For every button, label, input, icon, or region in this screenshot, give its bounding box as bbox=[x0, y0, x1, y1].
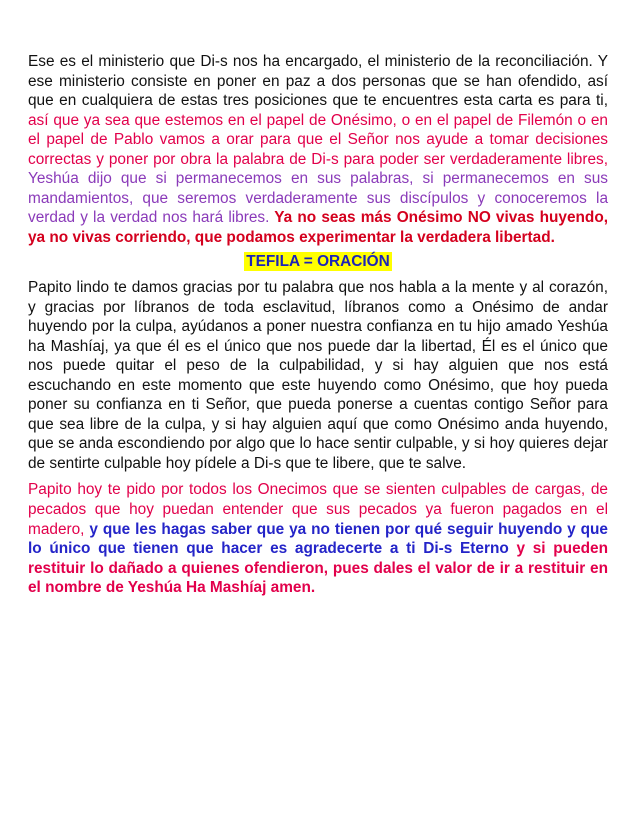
paragraph1-sentence3: Yeshúa dijo que si permanecemos en sus palabras, si permanecemos en sus mandamientos, que seremos verdaderamente sus discípulos y conoceremos la verdad y la verdad nos hará libres. bbox=[28, 170, 608, 227]
paragraph3-sentence1: Papito hoy te pido por todos los Onecimos que se sienten culpables de cargas, de pecados que hoy puedan entender que sus pecados ya fueron pagados en el madero, bbox=[28, 481, 608, 538]
paragraph3-sentence3: y si pueden restituir lo dañado a quienes ofendieron, pues dales el valor de ir a restituir en el nombre de Yeshúa Ha Mashíaj amen. bbox=[28, 540, 609, 597]
paragraph1-sentence2: así que ya sea que estemos en el papel de Onésimo, o en el papel de Filemón o en el papel de Pablo vamos a orar para que el Señor nos ayude a tomar decisiones correctas y poner por obra la palabra de Di-s para poder ser verdaderamente libres, bbox=[28, 111, 608, 168]
heading-text: TEFILA = ORACIÓN bbox=[246, 253, 390, 271]
paragraph-prayer: Papito lindo te damos gracias por tu palabra que nos habla a la mente y al corazón, y gracias por líbranos de toda esclavitud, líbranos como a Onésimo de andar huyendo por la culpa, ayúdanos a poner nuestra confianza en tu hijo amado Yeshúa ha Mashíaj, ya que él es el único que nos puede dar la libertad, Él es el único que nos puede quitar el peso de la culpabilidad, y si hay alguien que nos está escuchando en este momento que este huyendo como Onésimo, que hoy pueda poner su confianza en ti Señor, que pueda ponerse a cuentas contigo Señor para que sea libre de la culpa, y si hay alguien aquí que como Onésimo anda huyendo, que se anda escondiendo por algo que lo hace sentir culpable, y si hoy quieres dejar de sentirte culpable hoy pídele a Di-s que te libere, que te salve. bbox=[28, 279, 608, 472]
document-page bbox=[28, 52, 608, 598]
paragraph3-sentence2: y que les hagas saber que ya no tienen por qué seguir huyendo y que lo único que tienen que hacer es agradecerte a ti Di-s Eterno bbox=[28, 520, 608, 558]
section-heading bbox=[28, 252, 608, 272]
paragraph-petition bbox=[28, 480, 608, 597]
paragraph-reconciliation bbox=[28, 52, 608, 247]
paragraph1-sentence4: Ya no seas más Onésimo NO vivas huyendo, ya no vivas corriendo, que podamos experimentar la verdadera libertad. bbox=[28, 209, 609, 246]
paragraph1-sentence1: Ese es el ministerio que Di-s nos ha encargado, el ministerio de la reconciliación. Y ese ministerio consiste en poner en paz a dos personas que se han ofendido, así que en cualquiera de estas tres posiciones que te encuentres esta carta es para ti, bbox=[28, 53, 608, 110]
